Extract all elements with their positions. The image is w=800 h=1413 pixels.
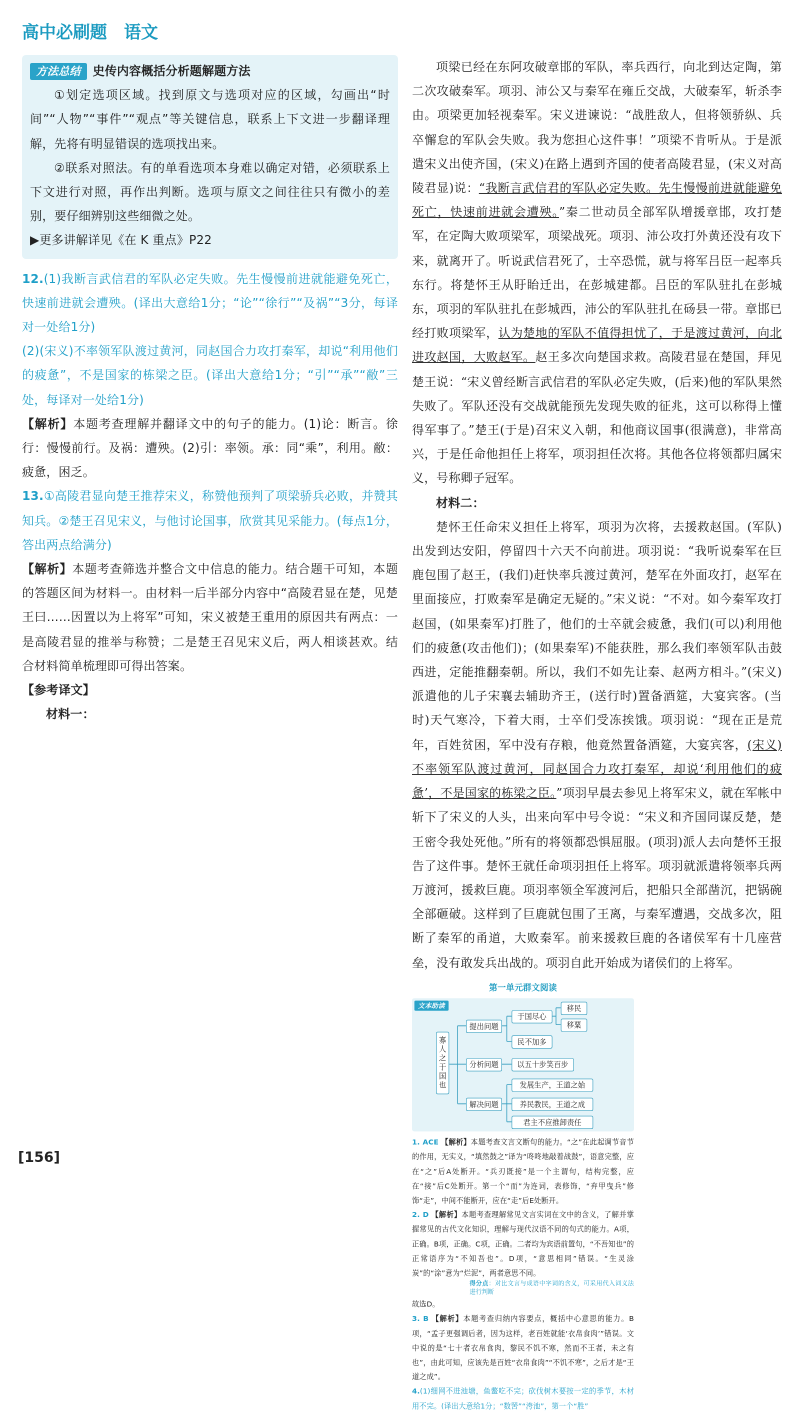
- answer-3: 3. B 【解析】本题考查归纳内容要点，概括中心意思的能力。B项，“孟子更强调后者，因为这样，老百姓就能‘衣帛食肉’”错误。文中说的是“七十者衣帛食肉，黎民不饥不寒，然而不王者，未之有也”，由此可知，应该先是百姓“衣帛食肉”“不饥不寒”，之后才是“王道之成”。: [412, 1314, 634, 1382]
- material-1-underline-1: “我断言武信君的军队必定失败。先生慢慢前进就能避免死亡，快速前进就会遭殃。: [412, 181, 782, 220]
- q13-analysis: 【解析】本题考查筛选并整合文中信息的能力。结合题干可知，本题的答题区间为材料一。由材料一后半部分内容中“高陵君显在楚，见楚王曰……因置以为上将军”可知，宋义被楚王重用的原因共有两点：一是高陵君显的推举与称赞；二是楚王召见宋义后，两人相谈甚欢。结合材料简单梳理即可得出答案。: [22, 562, 398, 673]
- method-summary-box: [22, 55, 398, 259]
- q12-answer-2: (2)(宋义)不率领军队渡过黄河，同赵国合力攻打秦军，却说“利用他们的疲惫”，不是国家的栋梁之臣。(译出大意给1分；“引”“承”“敝”三处，每译对一处给1分): [22, 344, 398, 407]
- page-number: [156]: [18, 1150, 61, 1166]
- answer-2: 2. D 【解析】本题考查理解常见文言实词在文中的含义，了解并掌握常见的古代文化知识，理解与现代汉语不同的句式的能力。A项，正确。B项，正确。C项，正确。二者均为宾语前置句，“不吾知也”的正常语序为“不知吾也”。D项，“意思相同”错误。“生灵涂炭”的“涂”意为“烂泥”，两者意思不同。: [412, 1210, 634, 1278]
- unit-title: 第一单元群文阅读: [489, 983, 557, 993]
- translation-label: 【参考译文】: [22, 683, 95, 698]
- mind-branch-3-child-1: 发展生产，王道之始: [512, 1079, 594, 1092]
- answer-1: 1. ACE 【解析】本题考查文言文断句的能力。“之”在此起调节音节的作用，无实义，“填然鼓之”译为“咚咚地敲着战鼓”，语意完整，应在“之”后A处断开。“兵刃既接”是一个主谓句，结构完整，应在“接”后C处断开。第一个“而”为连词，表修饰，“弃甲曳兵”修饰“走”，中间不能断开，应在“走”后E处断开。: [412, 1138, 634, 1205]
- q13-answer: 13.①高陵君显向楚王推荐宋义，称赞他预判了项梁骄兵必败，并赞其知兵。②楚王召见宋义，与他讨论国事，欣赏其见采能力。(每点1分，答出两点给满分): [22, 489, 398, 552]
- material-1-underline-2: 认为楚地的军队不值得担忧了，于是渡过黄河，向北进攻赵国，大败赵军。: [412, 326, 782, 365]
- page-header: 高中必刷题 语文: [22, 23, 158, 43]
- q12-analysis: 【解析】本题考查理解并翻译文中的句子的能力。(1)论：断言。徐行：慢慢前行。及祸：遭殃。(2)引：率领。承：同“乘”，利用。敝：疲惫，困乏。: [22, 416, 398, 480]
- material-2-title: 材料二：: [436, 495, 485, 510]
- method-para-1: ①划定选项区域。找到原文与选项对应的区域，勾画出“时间”“人物”“事件”“观点”等关键信息，联系上下文进一步翻译理解，先将有明显错误的选项找出来。: [30, 88, 390, 151]
- right-column-continuation: [412, 55, 782, 975]
- material-2-underline: (宋义)不率领军队渡过黄河，同赵国合力攻打秦军，却说‘利用他们的疲惫’，不是国家的栋梁之臣。: [412, 737, 782, 801]
- answer-2-end: 故选D。: [412, 1300, 440, 1309]
- left-column: [22, 55, 398, 726]
- answer-4: 4.(1)细网不进池塘，鱼鳖吃不完；砍伐树木要按一定的季节，木材用不完。(译出大意给1分；“数罟”“洿池”，第一个“胜”: [412, 1387, 634, 1411]
- mind-branch-1: 提出问题: [466, 1020, 502, 1033]
- material-1-title: 材料一：: [46, 707, 95, 722]
- mind-map-tag: 文本助读: [414, 1001, 448, 1011]
- mind-leaf-2: 移粟: [561, 1019, 587, 1032]
- method-tag: 方法总结: [30, 63, 87, 80]
- mind-branch-2: 分析问题: [466, 1058, 502, 1071]
- mind-branch-1-child-2: 民不加多: [512, 1036, 553, 1049]
- mind-branch-2-child-1: 以五十步笑百步: [512, 1058, 574, 1071]
- q13-number: 13.: [22, 489, 44, 504]
- mind-map: [412, 998, 634, 1131]
- material-2-text: 楚怀王任命宋义担任上将军，项羽为次将，去援救赵国。(军队)出发到达安阳，停留四十六天不向前进。项羽说：“我听说秦军在巨鹿包围了赵王，(我们)赶快率兵渡过黄河，楚军在外面攻打，赵军在里面接应，打败秦军是确定无疑的。”宋义说：“不对。如今秦军攻打赵国，(如果秦军)打胜了，他们的士卒就会疲惫，我们(可以)利用他们的疲惫(攻击他们)；(如果秦军)不能获胜，那么我们率领军队击鼓西进，定能推翻秦朝。所以，我们不如先让秦、赵两方相斗。”(宋义)派遣他的儿子宋襄去辅助齐王，(送行时)置备酒筵，大宴宾客。(当时)天气寒冷，下着大雨，士卒们受冻挨饿。项羽说：“现在正是荒年，百姓贫困，军中没有存粮，他竟然置备酒筵，大宴宾客，(宋义)不率领军队渡过黄河，同赵国合力攻打秦军，却说‘利用他们的疲惫’，不是国家的栋梁之臣。”项羽早晨去参见上将军宋义，就在军帐中斩下了宋义的人头，出来向军中号令说：“宋义和齐国同谋反楚，楚王密令我处死他。”所有的将领都恐惧屈服。(项羽)派人去向楚怀王报告了这件事。楚怀王就任命项羽担任上将军。项羽就派遣将领率兵两万渡河，援救巨鹿。项羽率领全军渡河后，把船只全部凿沉，把锅碗全部砸破。这样到了巨鹿就包围了王离，与秦军遭遇，交战多次，阻断了秦军的甬道，大败秦军。前来援救巨鹿的各诸侯军有十几座营垒，没有敢发兵出战的。项羽自此开始成为诸侯们的上将军。: [412, 519, 783, 970]
- mind-root: 寡人之于国也: [436, 1032, 449, 1094]
- method-para-2: ②联系对照法。有的单看选项本身难以确定对错，必须联系上下文进行对照，再作出判断。选项与原文之间往往只有微小的差别，要仔细辨别这些细微之处。: [30, 160, 390, 224]
- mind-branch-1-child-1: 于国尽心: [512, 1010, 553, 1023]
- mind-branch-3-child-2: 养民教民，王道之成: [512, 1098, 594, 1111]
- more-reference: ▶更多讲解详见《在 K 重点》P22: [30, 233, 212, 248]
- material-1-text: 项梁已经在东阿攻破章邯的军队，率兵西行，向北到达定陶，第二次攻破秦军。项羽、沛公又与秦军在雍丘交战，大破秦军，斩杀李由。项梁更加轻视秦军。宋义进谏说：“战胜敌人，但将领骄纵、兵卒懈怠的军队会失败。我为您担心这件事！”项梁不肯听从。于是派遣宋义出使齐国，(宋义)在路上遇到齐国的使者高陵君显，(宋义对高陵君显)说：“我断言武信君的军队必定失败。先生慢慢前进就能避免死亡，快速前进就会遭殃。”秦二世动员全部军队增援章邯，攻打楚军，在定陶大败项梁军，项梁战死。项羽、沛公攻打外黄还没有攻下来，就离开了。听说武信君死了，士卒恐慌，就与将军吕臣一起率兵东行。将楚怀王从盱眙迁出，在彭城建都。吕臣的军队驻扎在彭城东，项羽的军队驻扎在彭城西，沛公的军队驻扎在砀县一带。章邯已经打败项梁军，认为楚地的军队不值得担忧了，于是渡过黄河，向北进攻赵国，大败赵军。赵王多次向楚国求救。高陵君显在楚国，拜见楚王说：“宋义曾经断言武信君的军队必定失败，(后来)他的军队果然失败了。军队还没有交战就能预先发现失败的征兆，这可以称得上懂得军事了。”楚王(于是)召宋义入朝，和他商议国事(很满意)，非常高兴，于是任命他担任上将军，项羽担任次将。其他各位将领都归属宋义，号称卿子冠军。: [412, 60, 782, 486]
- mind-branch-3-child-3: 君主不应推卸责任: [512, 1116, 594, 1129]
- method-title: 史传内容概括分析题解题方法: [92, 64, 251, 78]
- right-column: [412, 979, 634, 1413]
- q12-answer-1: 12.(1)我断言武信君的军队必定失败。先生慢慢前进就能避免死亡，快速前进就会遭殃。(译出大意给1分；“论”“徐行”“及祸”“3分，每译对一处给1分): [22, 271, 398, 335]
- score-tip: 得分点：对比文言与成语中字词的含义，可采用代入词义法进行判断: [469, 1280, 634, 1296]
- q12-number: 12.: [22, 271, 44, 286]
- mind-branch-3: 解决问题: [466, 1098, 502, 1111]
- mind-leaf-1: 移民: [561, 1002, 587, 1015]
